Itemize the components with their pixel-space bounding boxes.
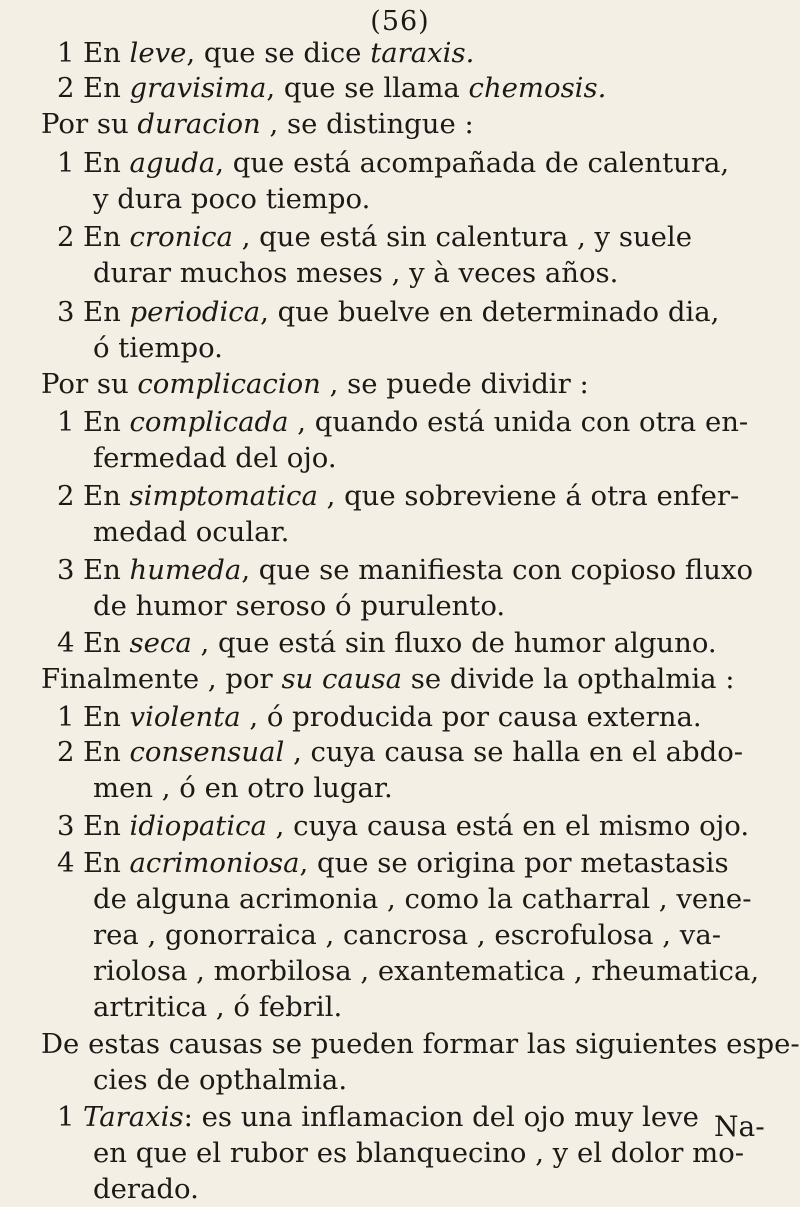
text-line <box>57 734 743 770</box>
line-text: rea , gonorraica , cancrosa , escrofulosa , va- <box>93 919 722 951</box>
line-text: , que se origina por metastasis <box>299 847 729 879</box>
line-text: , que está acompañada de calentura, <box>215 147 730 179</box>
line-text: Por su <box>41 368 138 400</box>
text-line <box>93 770 393 806</box>
item-number: 1 <box>57 1101 75 1133</box>
line-text: , quando está unida con otra en- <box>288 406 749 438</box>
line-text: men , ó en otro lugar. <box>93 772 393 804</box>
italic-term: gravisima <box>129 72 267 104</box>
item-number: 1 <box>57 37 75 69</box>
line-text: , que buelve en determinado dia, <box>260 296 720 328</box>
line-text: cies de opthalmia. <box>93 1064 348 1096</box>
line-text: En <box>83 554 130 586</box>
text-line <box>93 514 289 550</box>
text-line <box>93 440 337 476</box>
text-line <box>41 366 589 402</box>
text-line <box>93 917 721 953</box>
italic-term: complicada <box>129 406 289 438</box>
italic-term: Taraxis <box>83 1101 184 1133</box>
line-text: Por su <box>41 108 138 140</box>
italic-term: aguda <box>129 147 216 179</box>
text-line <box>57 808 749 844</box>
item-number: 4 <box>57 847 75 879</box>
line-text: , ó producida por causa externa. <box>240 701 702 733</box>
item-number: 2 <box>57 221 75 253</box>
text-line <box>57 294 719 330</box>
line-text: En <box>83 296 130 328</box>
italic-term: consensual <box>129 736 285 768</box>
line-text: En <box>83 72 130 104</box>
line-text: artritica , ó febril. <box>93 991 343 1023</box>
line-text: , que se llama <box>266 72 469 104</box>
line-text: , que sobreviene á otra enfer- <box>317 480 740 512</box>
item-number: 1 <box>57 701 75 733</box>
line-text: En <box>83 37 130 69</box>
text-line <box>57 845 729 881</box>
text-line <box>93 1062 347 1098</box>
text-line <box>57 478 739 514</box>
italic-term: periodica <box>129 296 261 328</box>
line-text: durar muchos meses , y à veces años. <box>93 257 619 289</box>
line-text: En <box>83 480 130 512</box>
line-text: En <box>83 627 130 659</box>
line-text: En <box>83 736 130 768</box>
italic-term: su causa <box>281 663 403 695</box>
text-line <box>57 404 748 440</box>
line-text: de humor seroso ó purulento. <box>93 590 506 622</box>
text-line <box>93 330 223 366</box>
line-text: , cuya causa se halla en el abdo- <box>284 736 744 768</box>
item-number: 3 <box>57 554 75 586</box>
line-text: , que está sin fluxo de humor alguno. <box>191 627 717 659</box>
text-line <box>57 70 606 106</box>
item-number: 2 <box>57 736 75 768</box>
text-line <box>93 1171 199 1207</box>
text-line <box>57 1099 699 1135</box>
line-text: En <box>83 147 130 179</box>
line-text: derado. <box>93 1173 199 1205</box>
item-number: 2 <box>57 480 75 512</box>
line-text: , que está sin calentura , y suele <box>232 221 692 253</box>
item-number: 1 <box>57 147 75 179</box>
text-line <box>93 989 342 1025</box>
line-text: , cuya causa está en el mismo ojo. <box>266 810 750 842</box>
line-text: En <box>83 810 130 842</box>
line-text: , se distingue : <box>260 108 474 140</box>
line-text: ó tiempo. <box>93 332 223 364</box>
line-text: En <box>83 847 130 879</box>
line-text: En <box>83 406 130 438</box>
line-text: En <box>83 221 130 253</box>
line-text: de alguna acrimonia , como la catharral , vene- <box>93 883 752 915</box>
line-text: , se puede dividir : <box>320 368 589 400</box>
line-text: fermedad del ojo. <box>93 442 337 474</box>
line-text: : es una inflamacion del ojo muy leve <box>183 1101 699 1133</box>
italic-term: duracion <box>137 108 261 140</box>
catchword: Na- <box>714 1110 765 1143</box>
text-line <box>57 145 729 181</box>
item-number: 2 <box>57 72 75 104</box>
text-line <box>93 953 759 989</box>
text-line <box>57 625 717 661</box>
line-text: En <box>83 701 130 733</box>
italic-term: simptomatica <box>129 480 318 512</box>
line-text: Finalmente , por <box>41 663 282 695</box>
italic-term: acrimoniosa <box>129 847 300 879</box>
text-line <box>93 1135 744 1171</box>
italic-term: cronica <box>129 221 233 253</box>
text-line <box>57 219 692 255</box>
line-text: y dura poco tiempo. <box>93 183 371 215</box>
text-line <box>93 255 618 291</box>
italic-term: chemosis. <box>468 72 607 104</box>
text-line <box>93 181 370 217</box>
text-line <box>57 35 474 71</box>
line-text: , que se dice <box>186 37 371 69</box>
text-line <box>41 106 474 142</box>
text-line <box>93 588 505 624</box>
italic-term: violenta <box>129 701 241 733</box>
text-line <box>41 1026 800 1062</box>
italic-term: humeda <box>129 554 242 586</box>
italic-term: taraxis. <box>370 37 475 69</box>
line-text: riolosa , morbilosa , exantematica , rheumatica, <box>93 955 760 987</box>
item-number: 3 <box>57 296 75 328</box>
line-text: De estas causas se pueden formar las siguientes espe- <box>41 1028 800 1060</box>
italic-term: seca <box>129 627 192 659</box>
text-line <box>57 699 702 735</box>
line-text: en que el rubor es blanquecino , y el dolor mo- <box>93 1137 745 1169</box>
text-line <box>57 552 753 588</box>
italic-term: complicacion <box>137 368 321 400</box>
line-text: , que se manifiesta con copioso fluxo <box>241 554 754 586</box>
text-line <box>41 661 735 697</box>
italic-term: leve <box>129 37 187 69</box>
item-number: 4 <box>57 627 75 659</box>
text-line <box>93 881 751 917</box>
italic-term: idiopatica <box>129 810 267 842</box>
item-number: 3 <box>57 810 75 842</box>
line-text: medad ocular. <box>93 516 290 548</box>
item-number: 1 <box>57 406 75 438</box>
line-text: se divide la opthalmia : <box>402 663 735 695</box>
page-number: (56) <box>370 6 430 37</box>
